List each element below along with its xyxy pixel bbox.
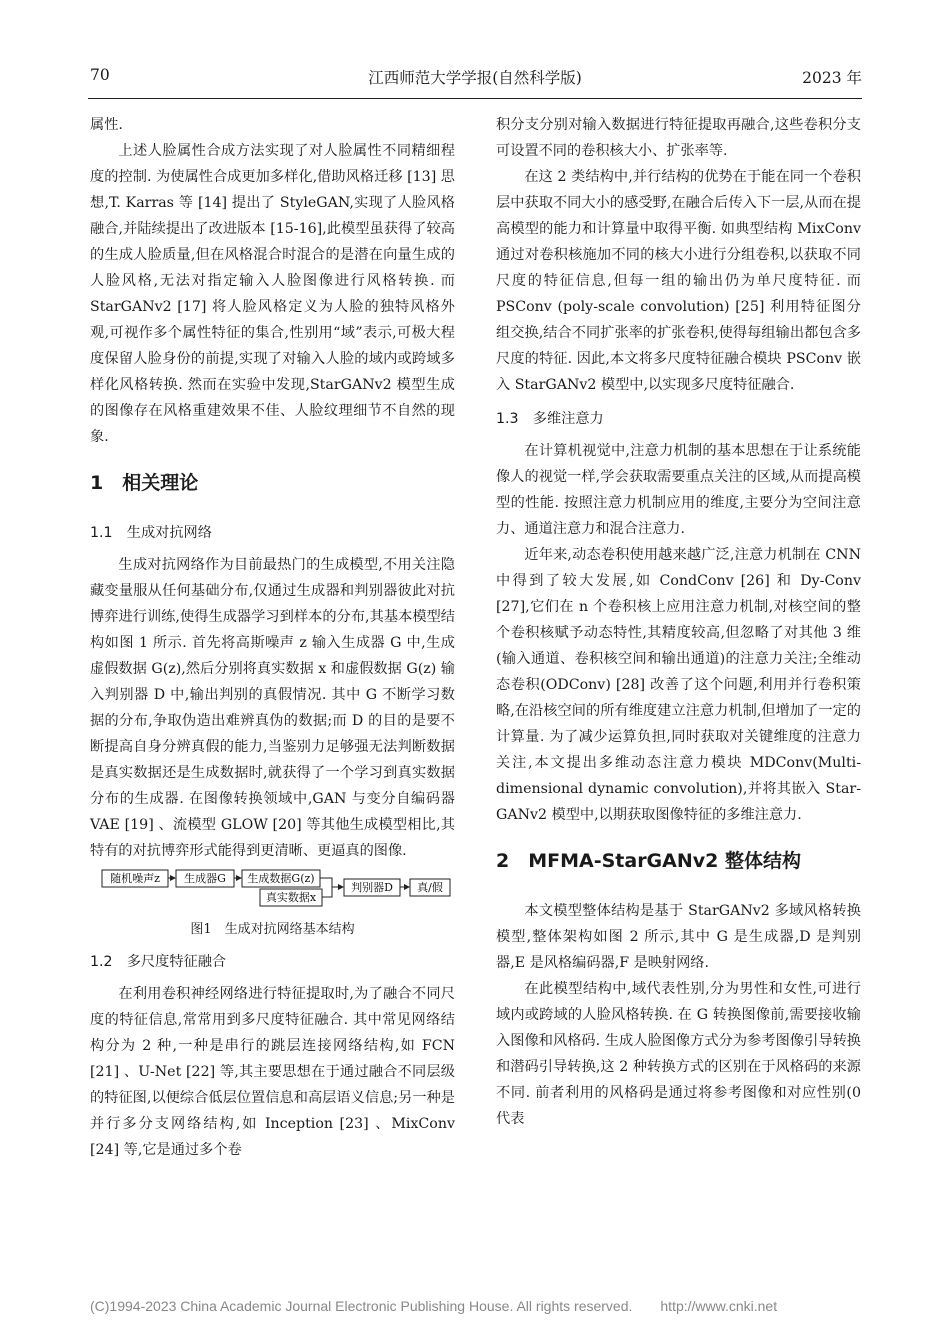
- paragraph: 近年来,动态卷积使用越来越广泛,注意力机制在 CNN 中得到了较大发展,如 CondConv [26] 和 Dy-Conv [27],它们在 n 个卷积核上应用注意力机制,对核空间的整个卷积核赋予动态特性,其精度较高,但忽略了对其他 3 维(输入通道、卷积核空间和输出通道)的注意力关注;全维动态卷积(ODConv) [28] 改善了这个问题,利用并行卷积策略,在沿核空间的所有维度建立注意力机制,但增加了一定的计算量. 为了减少运算负担,同时获取对关键维度的注意力关注,本文提出多维动态注意力模块 MDConv(Multi-dimensional dynamic convolution),并将其嵌入 Star-GANv2 模型中,以期获取图像特征的多维注意力.: [496, 547, 861, 823]
- fake-label: 生成数据G(z): [247, 872, 315, 885]
- subsection-heading: 1.2 多尺度特征融合: [90, 954, 227, 970]
- figure-1: [90, 868, 455, 917]
- left-column: [90, 112, 455, 1163]
- paragraph: 积分支分别对输入数据进行特征提取再融合,这些卷积分支可设置不同的卷积核大小、扩张率等.: [496, 117, 861, 159]
- paragraph: 在计算机视觉中,注意力机制的基本思想在于让系统能像人的视觉一样,学会获取需要重点关注的区域,从而提高模型的性能. 按照注意力机制应用的维度,主要分为空间注意力、通道注意力和混合注意力.: [496, 443, 861, 537]
- paragraph: 属性.: [90, 117, 123, 133]
- figure-caption: 图1 生成对抗网络基本结构: [190, 922, 355, 937]
- journal-title: 江西师范大学学报(自然科学版): [368, 69, 582, 87]
- paragraph: 在这 2 类结构中,并行结构的优势在于能在同一个卷积层中获取不同大小的感受野,在融合后传入下一层,从而在提高模型的能力和计算量中取得平衡. 如典型结构 MixConv 通过对卷积核施加不同的核大小进行分组卷积,以获取不同尺度的特征信息,但每一组的输出仍为单尺度特征. 而 PSConv (poly-scale convolution) [25] 利用特征图分组交换,结合不同扩张率的扩张卷积,使得每组输出都包含多尺度的特征. 因此,本文将多尺度特征融合模块 PSConv 嵌入 StarGANv2 模型中,以实现多尺度特征融合.: [496, 169, 861, 393]
- discriminator-label: 判别器D: [351, 881, 393, 894]
- paragraph: 生成对抗网络作为目前最热门的生成模型,不用关注隐藏变量服从任何基础分布,仅通过生成器和判别器彼此对抗博弈进行训练,使得生成器学习到样本的分布,其基本模型结构如图 1 所示. 首先将高斯噪声 z 输入生成器 G 中,生成虚假数据 G(z),然后分别将真实数据 x 和虚假数据 G(z) 输入判别器 D 中,输出判别的真假情况. 其中 G 不断学习数据的分布,争取伪造出难辨真伪的数据;而 D 的目的是要不断提高自身分辨真假的能力,当鉴别力足够强无法判断数据是真实数据还是生成数据时,就获得了一个学习到真实数据分布的生成器. 在图像转换领域中,GAN 与变分自编码器 VAE [19] 、流模型 GLOW [20] 等其他生成模型相比,其特有的对抗博弈形式能得到更清晰、更逼真的图像.: [90, 557, 455, 859]
- section-heading: 1 相关理论: [90, 472, 199, 494]
- right-column: [496, 112, 861, 1132]
- generator-label: 生成器G: [184, 872, 226, 885]
- year: 2023 年: [802, 69, 862, 87]
- output-label: 真/假: [417, 881, 443, 894]
- paragraph: 本文模型整体结构是基于 StarGANv2 多域风格转换模型,整体架构如图 2 所示,其中 G 是生成器,D 是判别器,E 是风格编码器,F 是映射网络.: [496, 903, 861, 971]
- section-heading: 2 MFMA-StarGANv2 整体结构: [496, 850, 801, 872]
- paragraph: 在此模型结构中,域代表性别,分为男性和女性,可进行域内或跨域的人脸风格转换. 在 G 转换图像前,需要接收输入图像和风格码. 生成人脸图像方式分为参考图像引导转换和潜码引导转换,这 2 种转换方式的区别在于风格码的来源不同. 前者利用的风格码是通过将参考图像和对应性别(0 代表: [496, 981, 861, 1127]
- page-number: 70: [90, 66, 110, 84]
- paragraph: 上述人脸属性合成方法实现了对人脸属性不同精细程度的控制. 为使属性合成更加多样化,借助风格迁移 [13] 思想,T. Karras 等 [14] 提出了 StyleGAN,实现了人脸风格融合,并陆续提出了改进版本 [15-16],此模型虽获得了较高的生成人脸质量,但在风格混合时混合的是潜在向量生成的人脸风格,无法对指定输入人脸图像进行风格转换. 而 StarGANv2 [17] 将人脸风格定义为人脸的独特风格外观,可视作多个属性特征的集合,性别用“域”表示,可极大程度保留人脸身份的前提,实现了对输入人脸的域内或跨域多样化风格转换. 然而在实验中发现,StarGANv2 模型生成的图像存在风格重建效果不佳、人脸纹理细节不自然的现象.: [90, 143, 455, 445]
- gan-diagram: [90, 868, 455, 908]
- subsection-heading: 1.1 生成对抗网络: [90, 525, 212, 541]
- copyright-footer: (C)1994-2023 China Academic Journal Electronic Publishing House. All rights reserved. http://www.cnki.net: [90, 1298, 778, 1314]
- paragraph: 在利用卷积神经网络进行特征提取时,为了融合不同尺度的特征信息,常常用到多尺度特征融合. 其中常见网络结构分为 2 种,一种是串行的跳层连接网络结构,如 FCN [21] 、U-Net [22] 等,其主要思想在于通过融合不同层级的特征图,以便综合低层位置信息和高层语义信息;另一种是并行多分支网络结构,如 Inception [23] 、MixConv [24] 等,它是通过多个卷: [90, 986, 455, 1158]
- noise-label: 随机噪声z: [110, 872, 160, 885]
- real-label: 真实数据x: [265, 891, 317, 904]
- subsection-heading: 1.3 多维注意力: [496, 411, 604, 427]
- header-rule: [88, 98, 862, 99]
